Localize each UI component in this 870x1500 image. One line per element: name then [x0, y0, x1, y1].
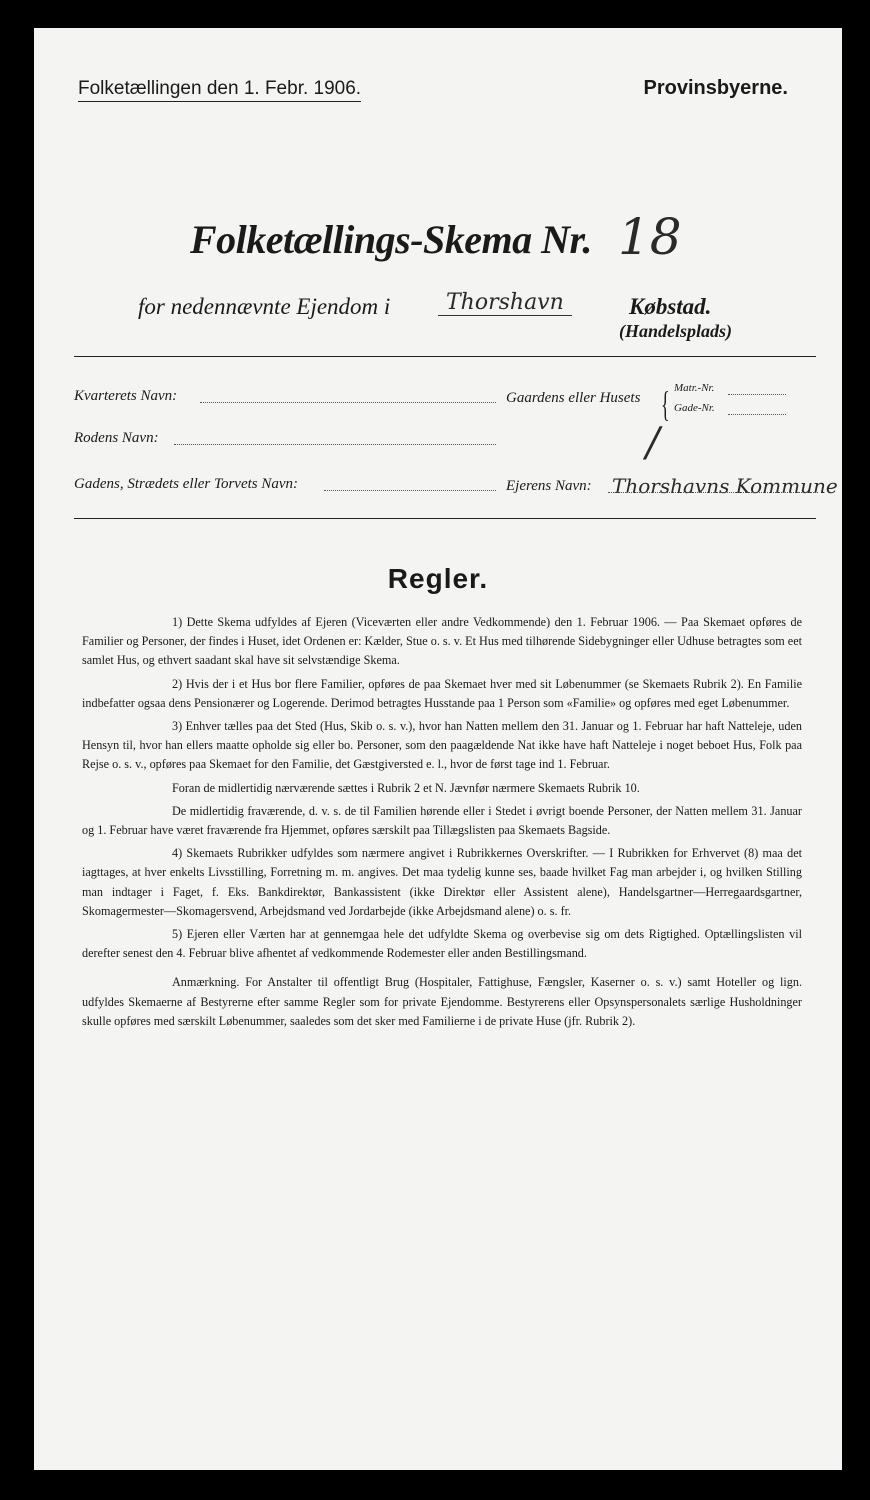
- divider-top: [74, 356, 816, 357]
- town-name: Thorshavn: [438, 290, 572, 316]
- rode-label: Rodens Navn:: [74, 430, 159, 446]
- gade-field: [324, 490, 496, 491]
- kobstad-label: Købstad.: [629, 294, 712, 319]
- census-header: Folketællingen den 1. Febr. 1906.: [78, 78, 361, 102]
- matr-label: Matr.-Nr.: [674, 382, 715, 394]
- rule-4: 4) Skemaets Rubrikker udfyldes som nærmere angivet i Rubrikkernes Overskrifter. — I Rubrikken for Erhvervet (8) maa det iagttages, at hver enkelts Livsstilling, Forretning m. m. angives. Det maa tydelig kunne ses, baade hvilket Fag man arbejder i, og hvilken Stilling man indtager i Faget, f. Eks. Bankdirektør, Bankassistent (ikke Direktør eller Assistent alene), Handelsgartner—Herregaardsgartner, Skomagermester—Skomagersvend, Arbejdsmand ved Jordarbejde (ikke Arbejdsmand alene) o. s. fr.: [82, 846, 802, 918]
- handelsplads-label: (Handelsplads): [619, 321, 733, 341]
- rule-note: Anmærkning. For Anstalter til offentligt Brug (Hospitaler, Fattighuse, Fængsler, Kaserner o. s. v.) samt Hoteller og lign. udfyldes Skemaerne af Bestyrerne efter samme Regler som for private Ejendomme. Bestyrerens eller Opsynspersonalets særlige Husholdninger skulle opføres med særskilt Løbenummer, saaledes som det sker med Familierne i de private Huse (jfr. Rubrik 2).: [82, 975, 802, 1028]
- rules-heading: Regler.: [387, 563, 489, 594]
- owner-name: Thorshavns Kommune: [612, 474, 838, 498]
- rule-5: 5) Ejeren eller Værten har at gennemgaa hele det udfyldte Skema og overbevise sig om dets Rigtighed. Optællingslisten vil derefter senest den 4. Februar blive afhentet af vedkommende Rodemester eller anden Bestillingsmand.: [82, 927, 802, 961]
- rule-3b: Foran de midlertidig nærværende sættes i Rubrik 2 et N. Jævnfør nærmere Skemaets Rubrik 10.: [172, 780, 640, 795]
- ejer-field: [608, 492, 818, 493]
- region-header: Provinsbyerne.: [643, 77, 788, 99]
- ejer-label: Ejerens Navn:: [506, 478, 592, 494]
- form-title: Folketællings-Skema Nr.: [190, 217, 592, 262]
- gadenr-field: [728, 414, 786, 415]
- brace-glyph: {: [661, 384, 670, 424]
- gade-label: Gadens, Strædets eller Torvets Navn:: [74, 476, 299, 492]
- handwritten-mark: /: [646, 420, 660, 466]
- form-number: 18: [618, 208, 682, 266]
- rule-2: 2) Hvis der i et Hus bor flere Familier, opføres de paa Skemaet hver med sit Løbenummer (se Skemaets Rubrik 2). En Familie indbefatter ogsaa dens Pensionærer og Logerende. Derimod betragtes Husstande paa 1 Person som «Familie» og opføres med eget Løbenummer.: [82, 676, 802, 710]
- rode-field: [174, 444, 496, 445]
- kvarter-label: Kvarterets Navn:: [74, 388, 178, 404]
- matr-field: [728, 394, 786, 395]
- divider-bottom: [74, 518, 816, 519]
- rule-1: 1) Dette Skema udfyldes af Ejeren (Viceværten eller andre Vedkommende) den 1. Februar 1906. — Paa Skemaet opføres de Familier og Personer, der findes i Huset, idet Ordenen er: Kælder, Stue o. s. v. Et Hus med tilhørende Sidebygninger eller Udhuse betragtes som eet samlet Hus, og ethvert saadant skal have sit selvstændige Skema.: [82, 615, 802, 668]
- gadenr-label: Gade-Nr.: [674, 402, 715, 414]
- kvarter-field: [200, 402, 496, 403]
- gaard-label: Gaardens eller Husets: [506, 390, 641, 406]
- rule-3: 3) Enhver tælles paa det Sted (Hus, Skib o. s. v.), hvor han Natten mellem den 31. Januar og 1. Februar har haft Natteleje, uden Hensyn til, hvor han ellers maatte opholde sig eller bo. Personer, som den paagældende Nat ikke have haft Natteleje i noget beboet Hus, Folk paa Rejse o. s. v., opføres paa Skemaet for den Familie, det Gæstgiversted e. l., hvor de først tage ind 1. Februar.: [82, 719, 802, 772]
- property-label: for nedennævnte Ejendom i: [138, 294, 391, 319]
- census-form-page: [34, 28, 842, 1470]
- rule-3c: De midlertidig fraværende, d. v. s. de til Familien hørende eller i Stedet i øvrigt boende Personer, der Natten mellem 31. Januar og 1. Februar have været fraværende fra Hjemmet, opføres særskilt paa Tillægslisten paa Skemaets Bagside.: [82, 803, 802, 838]
- rules-body: [82, 613, 802, 1035]
